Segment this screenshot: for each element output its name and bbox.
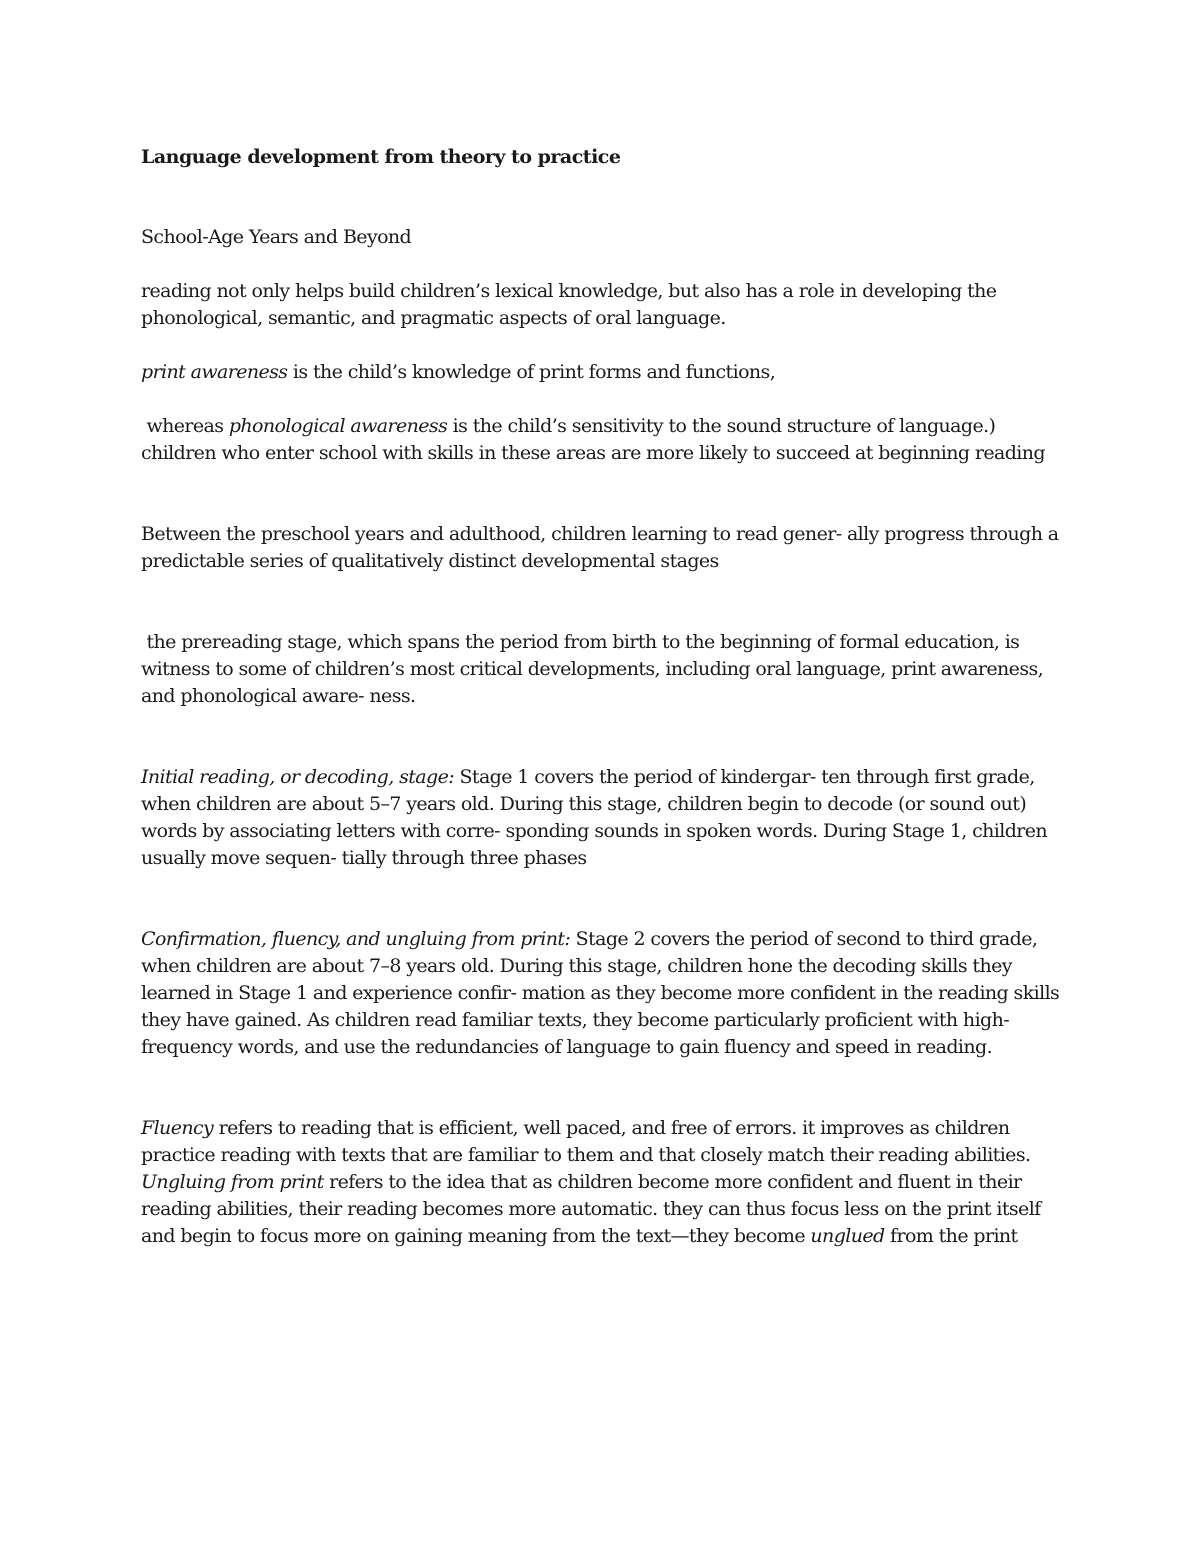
term-unglued: unglued bbox=[810, 1225, 885, 1247]
document-subtitle: School-Age Years and Beyond bbox=[141, 226, 412, 248]
term-stage-1: Initial reading, or decoding, stage: bbox=[141, 766, 455, 788]
paragraph-prereading: the prereading stage, which spans the period from birth to the beginning of formal education, is witness to some of children’s most critical developments, including oral language, print awareness, and phonological aware- ness. bbox=[141, 631, 1049, 707]
paragraph-print-awareness bbox=[141, 359, 1071, 386]
term-phonological-awareness: phonological awareness bbox=[228, 415, 448, 437]
paragraph-stage-1 bbox=[141, 764, 1071, 872]
fluency-text: refers to reading that is efficient, well paced, and free of errors. it improves as children practice reading with texts that are familiar to them and that closely match their reading abilities. bbox=[141, 1117, 1031, 1166]
document-body bbox=[141, 144, 1071, 1250]
term-fluency: Fluency bbox=[141, 1117, 214, 1139]
ungluing-end-text: from the print bbox=[884, 1225, 1018, 1247]
print-awareness-text: is the child’s knowledge of print forms and functions, bbox=[287, 361, 776, 383]
stage-1-text: Stage 1 covers the period of kindergar- ten through first grade, when children are about 5–7 years old. During this stage, children begin to decode (or sound out) words by associating letters with corre- sponding sounds in spoken words. During Stage 1, children usually move sequen- tially through three phases bbox=[141, 766, 1048, 869]
paragraph-phonological-awareness bbox=[141, 413, 1071, 467]
phonological-text: is the child’s sensitivity to the sound structure of language.) children who enter school with skills in these areas are more likely to succeed at beginning reading bbox=[141, 415, 1045, 464]
term-ungluing-from-print: Ungluing from print bbox=[141, 1171, 324, 1193]
term-stage-2: Confirmation, fluency, and ungluing from print: bbox=[141, 928, 571, 950]
document-title: Language development from theory to practice bbox=[141, 146, 621, 168]
paragraph-stages: Between the preschool years and adulthood, children learning to read gener- ally progress through a predictable series of qualitatively distinct developmental stages bbox=[141, 523, 1059, 572]
paragraph-fluency bbox=[141, 1115, 1071, 1250]
phonological-lead: whereas bbox=[141, 415, 229, 437]
paragraph-stage-2 bbox=[141, 926, 1071, 1061]
stage-2-text: Stage 2 covers the period of second to third grade, when children are about 7–8 years old. During this stage, children hone the decoding skills they learned in Stage 1 and experience confir- mation as they become more confident in the reading skills they have gained. As children read familiar texts, they become particularly proficient with high-frequency words, and use the redundancies of language to gain fluency and speed in reading. bbox=[141, 928, 1060, 1058]
ungluing-text: refers to the idea that as children become more confident and fluent in their reading abilities, their reading becomes more automatic. they can thus focus less on the print itself and begin to focus more on gaining meaning from the text—they become bbox=[141, 1171, 1041, 1247]
paragraph-reading: reading not only helps build children’s lexical knowledge, but also has a role in developing the phonological, semantic, and pragmatic aspects of oral language. bbox=[141, 280, 997, 329]
term-print-awareness: print awareness bbox=[141, 361, 288, 383]
